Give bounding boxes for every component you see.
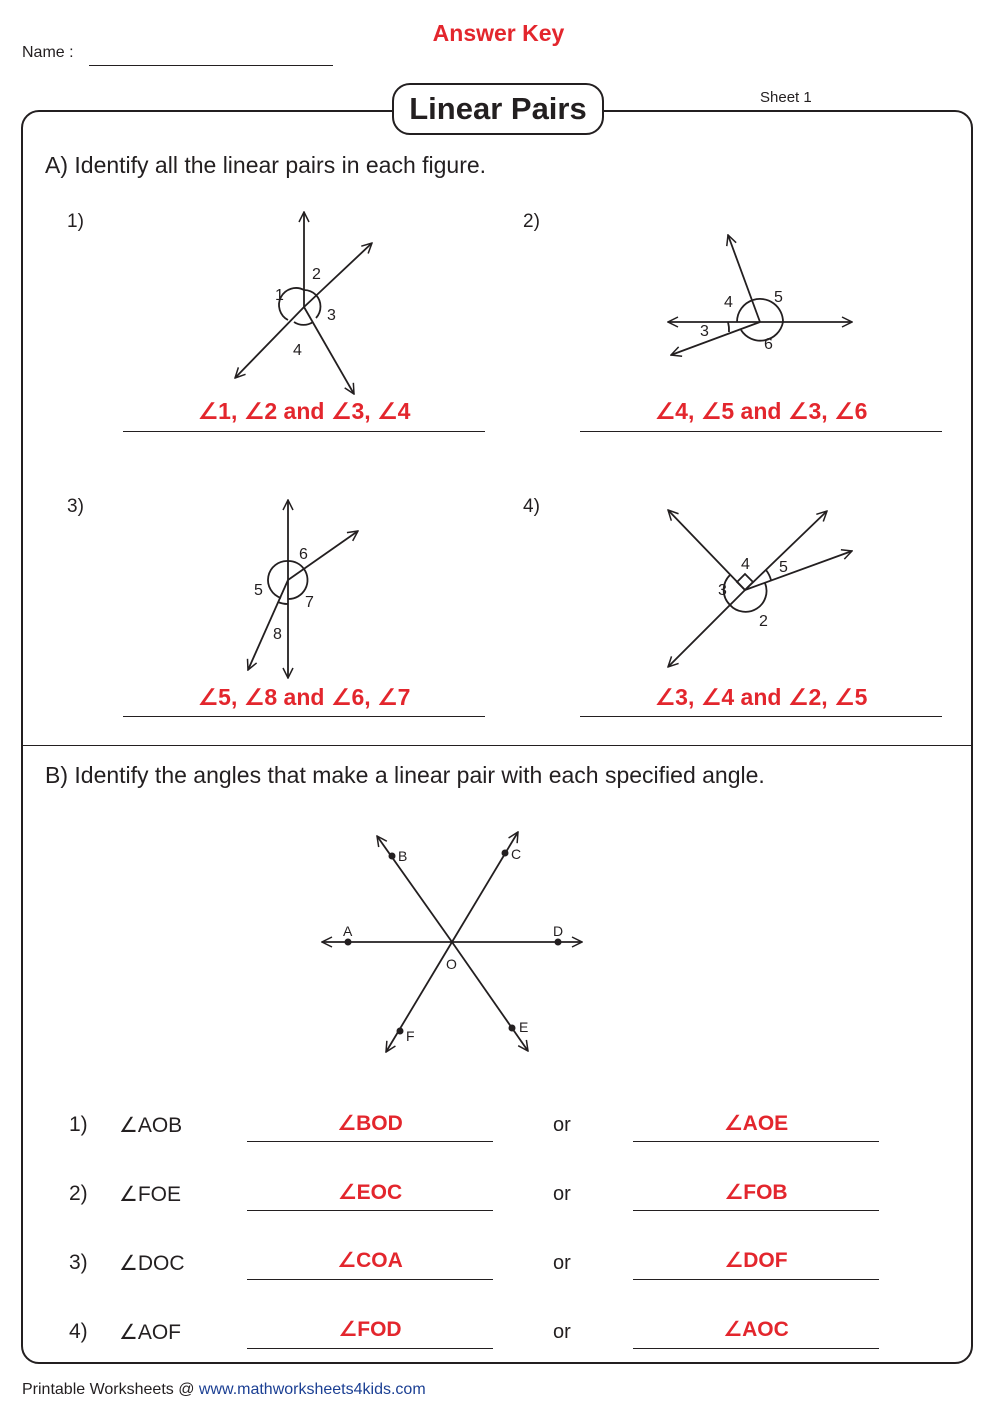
fig1-label-1: 1 xyxy=(275,287,284,304)
part-b-instruction: B) Identify the angles that make a linear pair with each specified angle. xyxy=(45,762,765,788)
fig1-label-3: 3 xyxy=(327,307,336,324)
question-line-2b xyxy=(633,1210,879,1211)
fig2-label-5: 5 xyxy=(774,289,783,306)
figure-3 xyxy=(248,500,358,678)
question-angle-1: ∠AOB xyxy=(119,1114,183,1137)
part-b-figure xyxy=(0,745,1000,1075)
problem-number-4: 4) xyxy=(523,496,540,517)
footer xyxy=(22,1381,426,1399)
name-label: Name : xyxy=(22,44,74,61)
question-angle-3: ∠DOC xyxy=(119,1252,185,1275)
fig4-label-4: 4 xyxy=(741,556,750,573)
or-label-1: or xyxy=(553,1114,571,1136)
answer-line-1 xyxy=(123,431,485,432)
point-label-f: F xyxy=(406,1028,415,1044)
question-line-1a xyxy=(247,1141,493,1142)
figure-2 xyxy=(668,235,852,355)
question-number-3: 3) xyxy=(69,1251,88,1274)
question-line-2a xyxy=(247,1210,493,1211)
page-title: Linear Pairs xyxy=(392,83,604,135)
fig3-label-7: 7 xyxy=(305,594,314,611)
answer-3: ∠5, ∠8 and ∠6, ∠7 xyxy=(197,684,411,710)
fig3-label-8: 8 xyxy=(273,626,282,643)
or-label-2: or xyxy=(553,1183,571,1205)
fig3-label-6: 6 xyxy=(299,546,308,563)
fig3-label-5: 5 xyxy=(254,582,263,599)
part-a-instruction: A) Identify all the linear pairs in each figure. xyxy=(45,152,487,178)
question-answer-2a: ∠EOC xyxy=(337,1181,403,1204)
question-angle-2: ∠FOE xyxy=(119,1183,181,1206)
or-label-4: or xyxy=(553,1321,571,1343)
question-angle-4: ∠AOF xyxy=(119,1321,181,1344)
fig2-label-3: 3 xyxy=(700,323,709,340)
answer-line-2 xyxy=(580,431,942,432)
question-number-4: 4) xyxy=(69,1320,88,1343)
question-line-1b xyxy=(633,1141,879,1142)
point-label-d: D xyxy=(553,923,564,939)
problem-number-3: 3) xyxy=(67,496,84,517)
answer-1: ∠1, ∠2 and ∠3, ∠4 xyxy=(197,398,411,424)
problem-number-2: 2) xyxy=(523,211,540,232)
question-answer-4b: ∠AOC xyxy=(723,1318,789,1341)
footer-link[interactable]: www.mathworksheets4kids.com xyxy=(198,1381,426,1398)
point-label-b: B xyxy=(398,848,408,864)
question-answer-1b: ∠AOE xyxy=(723,1112,789,1135)
fig1-label-4: 4 xyxy=(293,342,302,359)
question-line-4b xyxy=(633,1348,879,1349)
question-answer-3b: ∠DOF xyxy=(724,1249,788,1272)
figure-1 xyxy=(235,212,372,394)
figure-4 xyxy=(668,510,852,667)
answer-key-heading: Answer Key xyxy=(432,20,565,46)
question-answer-1a: ∠BOD xyxy=(337,1112,403,1135)
fig4-label-3: 3 xyxy=(718,582,727,599)
answer-line-4 xyxy=(580,716,942,717)
point-label-o: O xyxy=(446,956,457,972)
question-line-3b xyxy=(633,1279,879,1280)
sheet-number: Sheet 1 xyxy=(760,89,812,106)
question-number-2: 2) xyxy=(69,1182,88,1205)
point-label-a: A xyxy=(343,923,353,939)
fig4-label-2: 2 xyxy=(759,613,768,630)
fig4-label-5: 5 xyxy=(779,559,788,576)
answer-4: ∠3, ∠4 and ∠2, ∠5 xyxy=(654,684,868,710)
fig2-label-6: 6 xyxy=(764,336,773,353)
question-line-3a xyxy=(247,1279,493,1280)
fig1-label-2: 2 xyxy=(312,266,321,283)
answer-2: ∠4, ∠5 and ∠3, ∠6 xyxy=(654,398,868,424)
question-line-4a xyxy=(247,1348,493,1349)
fig2-label-4: 4 xyxy=(724,294,733,311)
question-answer-4a: ∠FOD xyxy=(338,1318,402,1341)
question-number-1: 1) xyxy=(69,1113,88,1136)
answer-line-3 xyxy=(123,716,485,717)
point-label-c: C xyxy=(511,846,522,862)
footer-prefix: Printable Worksheets @ xyxy=(22,1381,199,1398)
point-label-e: E xyxy=(519,1019,529,1035)
question-answer-2b: ∠FOB xyxy=(724,1181,788,1204)
problem-number-1: 1) xyxy=(67,211,84,232)
or-label-3: or xyxy=(553,1252,571,1274)
question-answer-3a: ∠COA xyxy=(337,1249,403,1272)
